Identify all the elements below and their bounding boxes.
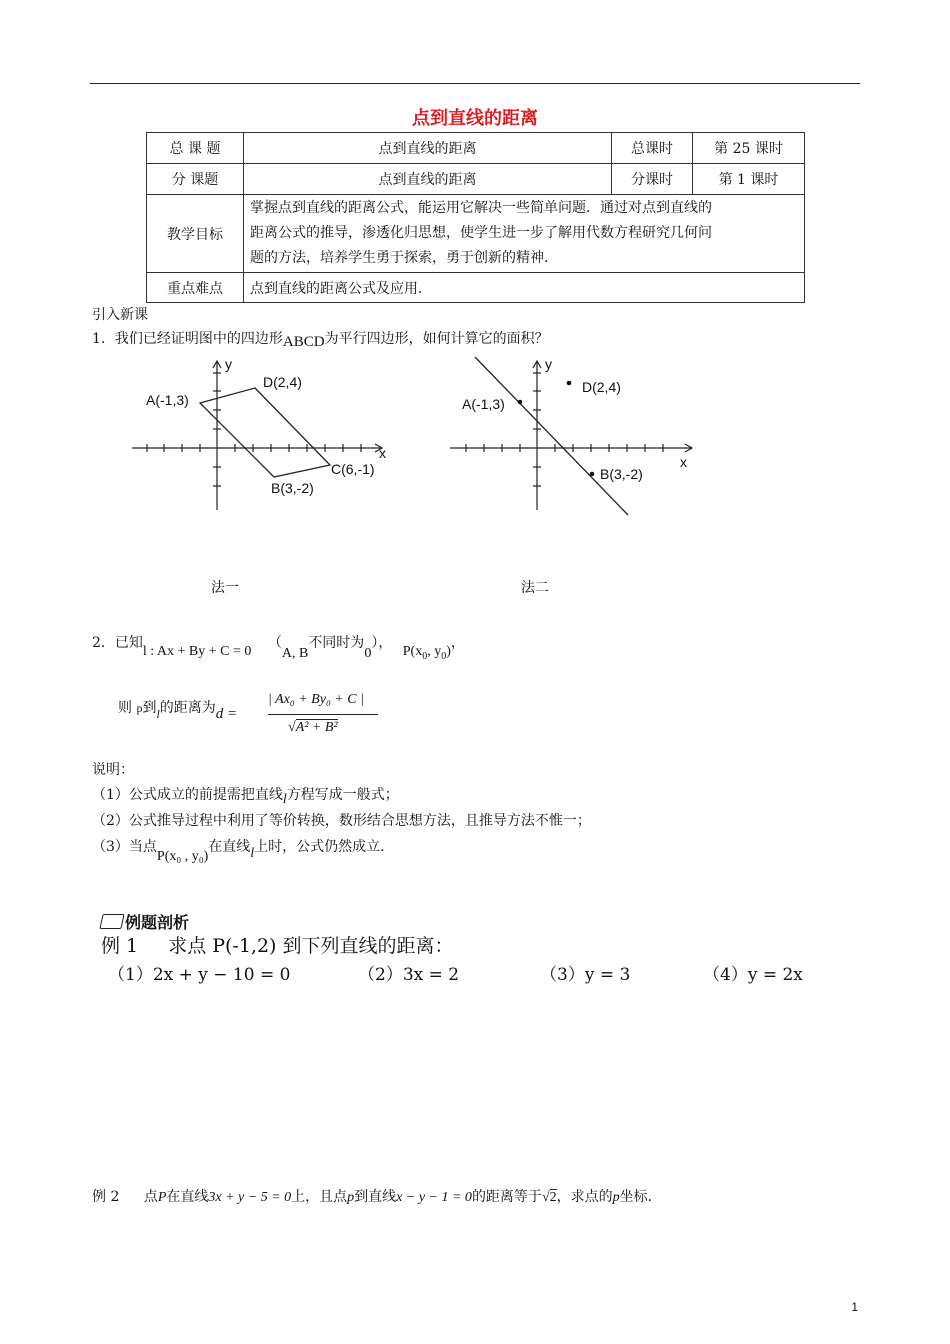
page-title: 点到直线的距离	[412, 108, 538, 129]
goal-line: 距离公式的推导，渗透化归思想，使学生进一步了解用代数方程研究几何问	[250, 225, 712, 241]
formula-d: d =	[215, 706, 238, 722]
graph2-x-label: x	[680, 454, 687, 470]
note-3-a: （3）当点	[92, 839, 157, 855]
graph1-point-c: C(6,-1)	[331, 461, 375, 477]
parallelogram-abcd	[200, 388, 330, 477]
table-row	[147, 133, 805, 164]
lesson-info-table	[146, 132, 805, 303]
goal-line: 题的方法，培养学生勇于探索，勇于创新的精神．	[250, 250, 558, 266]
cond-text: 不同时为	[308, 635, 365, 651]
note-1-b: 方程写成一般式；	[286, 787, 399, 803]
point-p-sub1: 0	[441, 650, 447, 662]
cell-label2: 总课时	[612, 133, 693, 164]
note-2: （2）公式推导过程中利用了等价转换，数形结合思想方法，且推导方法不惟一；	[92, 813, 591, 829]
example-2-label: 例 2	[92, 1189, 120, 1205]
example-2-e: 的距离等于	[471, 1189, 542, 1205]
point-a-dot	[518, 400, 523, 405]
graph1-x-label: x	[379, 445, 386, 461]
note-3	[92, 836, 395, 864]
example-1-label: 例 1	[101, 935, 139, 957]
note-1-l: l	[282, 792, 287, 807]
fraction-bar	[268, 714, 378, 715]
note-3-l: l	[250, 846, 255, 861]
point-p-sub0: 0	[422, 650, 428, 662]
cell-label: 分 课题	[147, 164, 244, 195]
graph1-caption: 法一	[211, 580, 239, 596]
note-1	[92, 784, 399, 807]
example-2-a: 点	[143, 1189, 158, 1205]
example-1-item: （1）2x + y − 10 = 0	[108, 965, 291, 985]
cell-value2: 第 25 课时	[693, 133, 805, 164]
cell-goal-label: 教学目标	[147, 195, 244, 273]
graph2-y-label: y	[545, 356, 552, 372]
q1-prefix: 1．我们已经证明图中的四边形	[92, 331, 283, 347]
formula-numerator: | Ax₀ + By₀ + C |	[268, 692, 364, 707]
formula-lead: 则	[118, 700, 132, 716]
cell-label2: 分课时	[612, 164, 693, 195]
cell-content: 点到直线的距离	[244, 164, 612, 195]
notes-heading: 说明：	[92, 762, 134, 778]
note-3-point: P(x₀ , y₀)	[156, 849, 209, 864]
note-1-a: （1）公式成立的前提需把直线	[92, 787, 283, 803]
denominator-text: A² + B²	[295, 720, 338, 735]
point-p-mid: , y	[427, 644, 442, 659]
intro-heading: 引入新课	[92, 307, 148, 323]
graph-2	[440, 355, 710, 520]
example-2-P: P	[157, 1190, 167, 1205]
example-2-c: 上，且点	[291, 1189, 348, 1205]
sqrt-icon: √	[288, 720, 296, 735]
formula-l: l	[156, 707, 160, 721]
example-2-p: p	[347, 1190, 355, 1205]
cell-key-content: 点到直线的距离公式及应用．	[244, 273, 805, 303]
q2-prefix: 2．已知	[92, 635, 143, 651]
page-number: 1	[851, 1300, 858, 1314]
formula-to: 到	[142, 700, 157, 716]
example-heading-text: 例题剖析	[125, 913, 190, 932]
graph2-point-b: B(3,-2)	[600, 466, 643, 482]
note-3-c: 上时，公式仍然成立．	[254, 839, 395, 855]
sqrt-radicand: 2	[549, 1190, 557, 1205]
cell-content: 点到直线的距离	[244, 133, 612, 164]
table-row	[147, 273, 805, 303]
note-3-b: 在直线	[208, 839, 251, 855]
example-2-eq2: x − y − 1 = 0	[396, 1190, 472, 1205]
example-1-item: （2）3x = 2	[358, 965, 460, 985]
point-p-end: )	[446, 644, 451, 659]
graph1-point-d: D(2,4)	[263, 374, 302, 390]
point-p	[402, 644, 451, 662]
cell-goal-content	[244, 195, 805, 273]
formula-p: p	[136, 701, 143, 715]
example-2-eq1: 3x + y − 5 = 0	[208, 1190, 292, 1205]
q2-comma: ，	[450, 635, 465, 651]
cond-zero: 0	[364, 646, 372, 661]
graph2-point-d: D(2,4)	[582, 379, 621, 395]
header-rule	[90, 83, 860, 84]
graph-1	[120, 355, 400, 515]
example-2-b: 在直线	[166, 1189, 209, 1205]
paren-close: ），	[371, 635, 393, 651]
cell-label: 总 课 题	[147, 133, 244, 164]
line-equation: l : Ax + By + C = 0	[142, 644, 252, 659]
goal-line: 掌握点到直线的距离公式，能运用它解决一些简单问题．通过对点到直线的	[250, 200, 712, 216]
example-2-p2: p	[612, 1190, 620, 1205]
folder-icon	[99, 914, 124, 929]
formula-denominator	[288, 720, 338, 736]
graph1-point-a: A(-1,3)	[146, 392, 189, 408]
table-row	[147, 195, 805, 273]
table-row	[147, 164, 805, 195]
point-b-dot	[590, 472, 595, 477]
point-p-head: P(x	[402, 644, 423, 659]
cell-key-label: 重点难点	[147, 273, 244, 303]
sqrt-value: √2	[541, 1190, 557, 1205]
graph1-point-b: B(3,-2)	[271, 480, 314, 496]
graph2-caption: 法二	[521, 580, 549, 596]
paren-open: （	[267, 635, 282, 651]
graph1-y-label: y	[225, 356, 232, 372]
question-2	[92, 632, 465, 662]
graph2-point-a: A(-1,3)	[462, 396, 505, 412]
distance-formula-line	[118, 697, 238, 722]
question-1	[92, 328, 549, 348]
example-1-item: （3）y = 3	[540, 965, 631, 985]
example-2-f: ，求点的	[556, 1189, 613, 1205]
example-2-d: 到直线	[354, 1189, 397, 1205]
example-2	[92, 1186, 662, 1206]
q1-shape: ABCD	[282, 334, 325, 350]
formula-text: 的距离为	[159, 700, 216, 716]
q1-suffix: 为平行四边形，如何计算它的面积？	[324, 331, 549, 347]
cell-value2: 第 1 课时	[693, 164, 805, 195]
cond-ab: A, B	[281, 646, 309, 661]
example-1-item: （4）y = 2x	[703, 965, 803, 985]
point-d-dot	[567, 381, 572, 386]
example-1-text: 求点 P(-1,2) 到下列直线的距离：	[168, 935, 454, 957]
example-2-g: 坐标．	[619, 1189, 662, 1205]
example-1	[101, 931, 454, 958]
example-heading	[101, 910, 189, 933]
